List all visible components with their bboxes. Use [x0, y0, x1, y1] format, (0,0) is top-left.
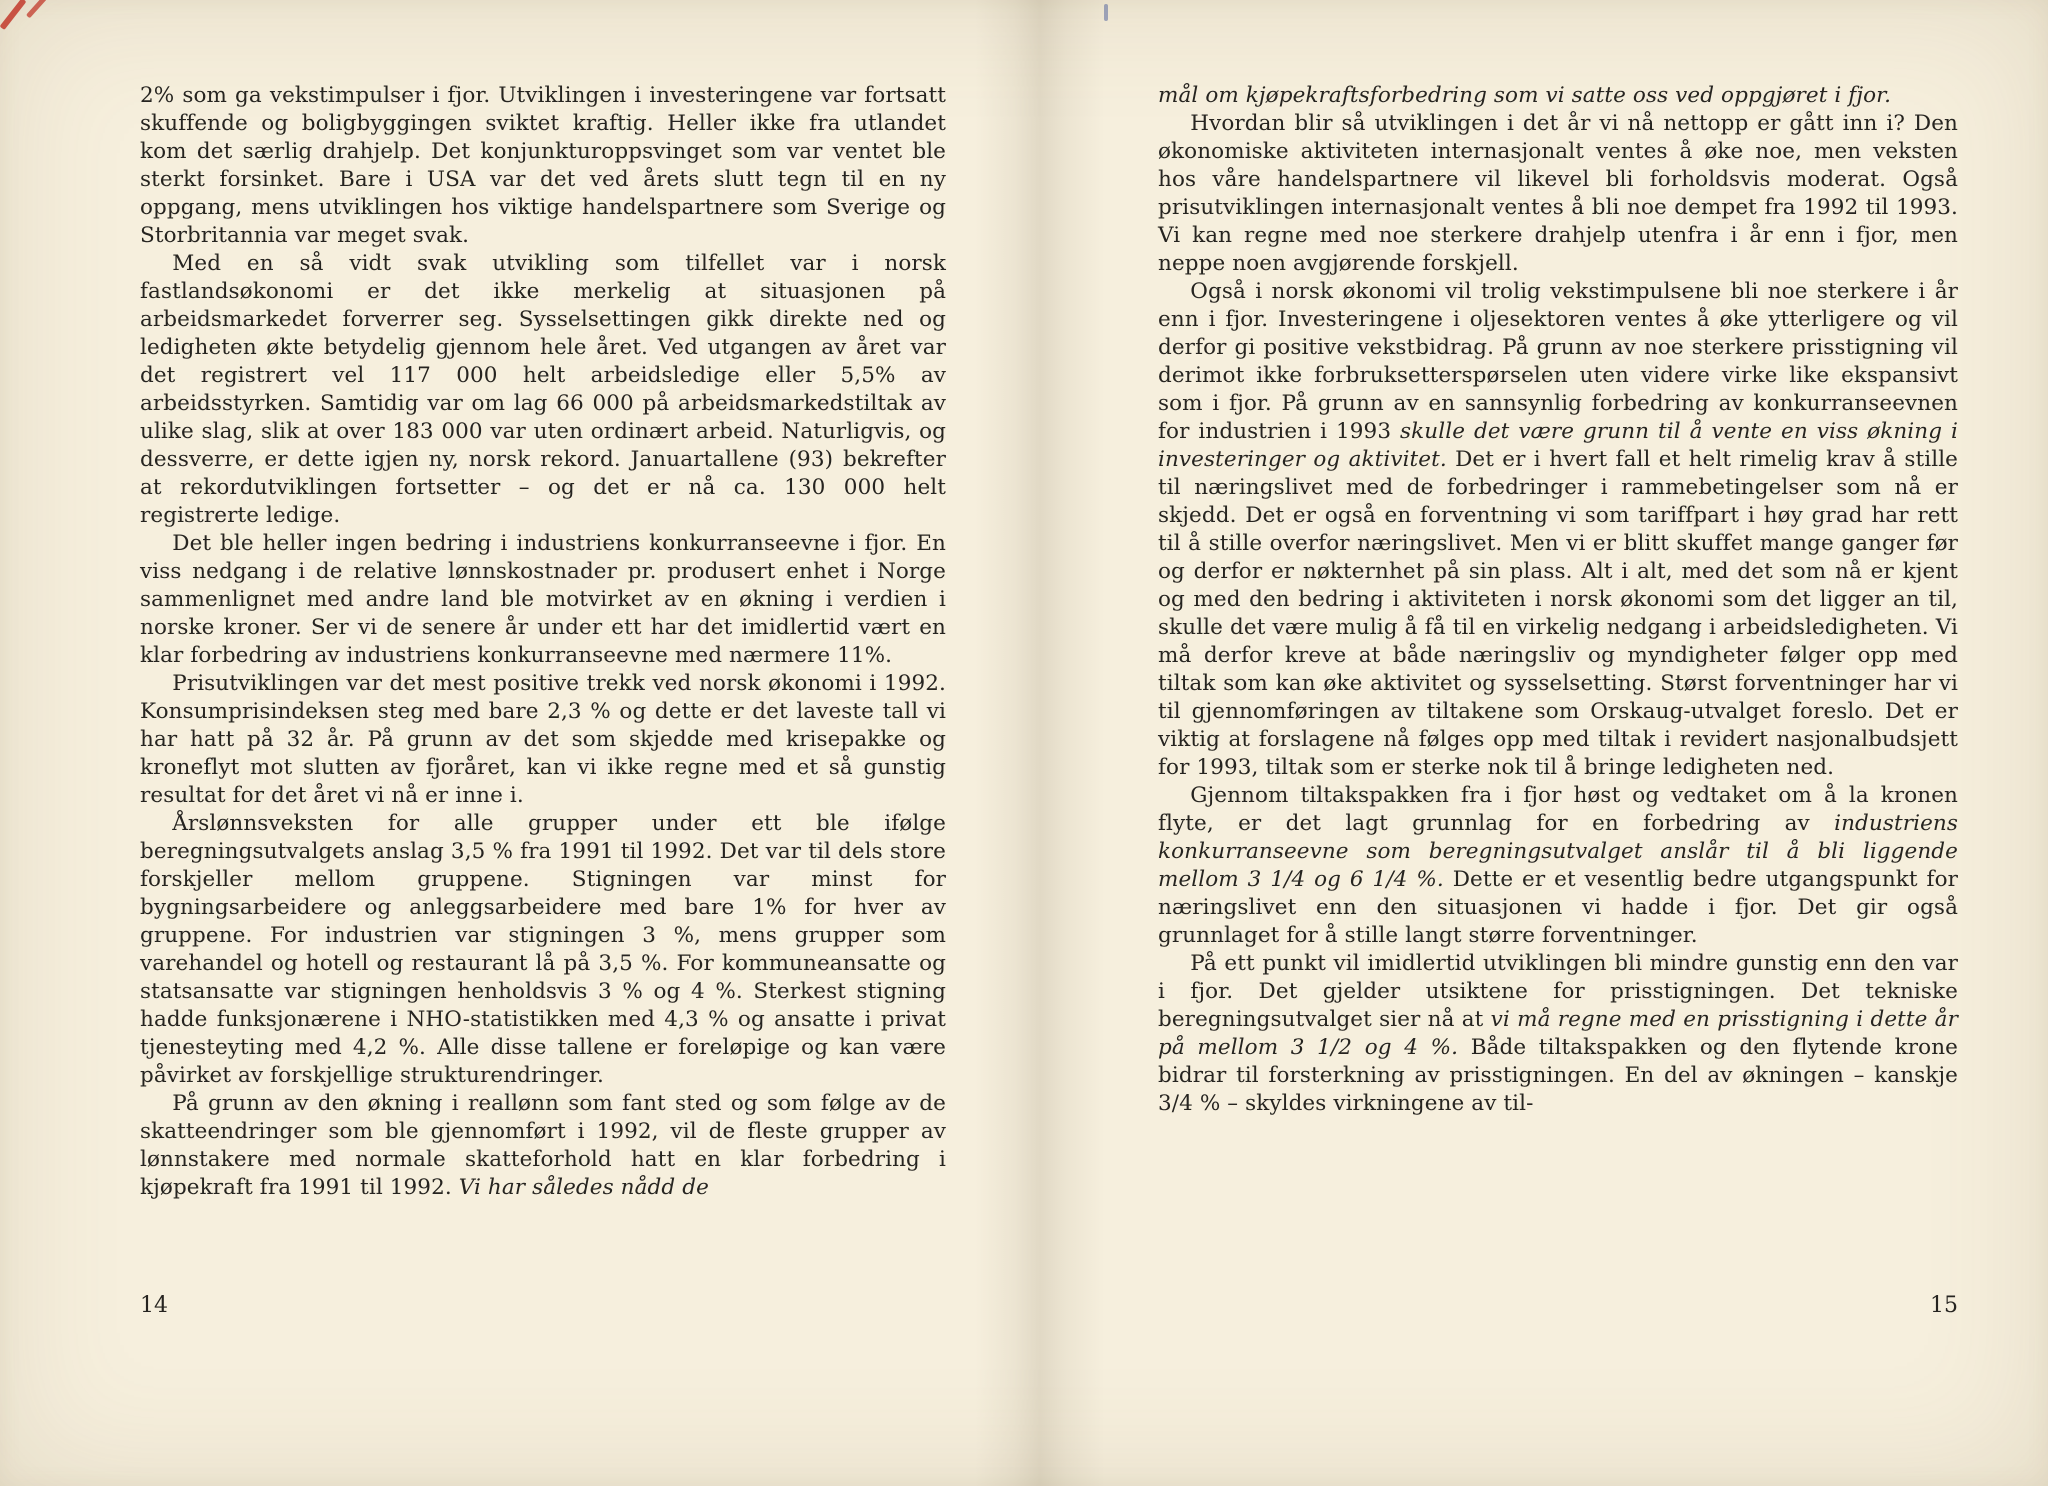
emphasized-text: Vi har således nådd de: [458, 1175, 709, 1200]
emphasized-text: vi må regne med en prisstigning i dette år på mellom 3 1/2 og 4 %.: [1158, 1007, 1958, 1060]
body-text: Også i norsk økonomi vil trolig vekstimpulsene bli noe sterkere i år enn i fjor. Investeringene i oljesektoren ventes å øke ytterligere og vil derfor gi positive vekstbidrag. På grunn av noe sterkere prisstigning vil derimot ikke forbruksetterspørselen uten videre virke like ekspansivt som i fjor. På grunn av en sannsynlig forbedring av konkurranseevnen for industrien i 1993: [1158, 279, 1958, 444]
emphasized-text: mål om kjøpekraftsforbedring som vi satte oss ved oppgjøret i fjor.: [1158, 83, 1892, 108]
paragraph: [1158, 950, 1958, 1118]
body-text: Det er i hvert fall et helt rimelig krav å stille til næringslivet med de forbedringer i rammebetingelser som nå er skjedd. Det er også en forventning vi som tariffpart i høy grad har rett til å stille overfor næringslivet. Men vi er blitt skuffet mange ganger før og derfor er nøkternhet på sin plass. Alt i alt, med det som nå er kjent og med den bedring i aktiviteten i norsk økonomi som det ligger an til, skulle det være mulig å få til en virkelig nedgang i arbeidsledigheten. Vi må derfor kreve at både næringsliv og myndigheter følger opp med tiltak som kan øke aktivitet og sysselsetting. Størst forventninger har vi til gjennomføringen av tiltakene som Orskaug-utvalget foreslo. Det er viktig at forslagene nå følges opp med tiltak i revidert nasjonalbudsjett for 1993, tiltak som er sterke nok til å bringe ledigheten ned.: [1158, 447, 1958, 780]
paragraph: [1158, 82, 1958, 110]
paragraph: [140, 1090, 946, 1202]
red-scan-mark: [0, 0, 26, 30]
body-text: På grunn av den økning i reallønn som fant sted og som følge av de skatteendringer som ble gjennomført i 1992, vil de fleste grupper av lønnstakere med normale skatteforhold hatt en klar forbedring i kjøpekraft fra 1991 til 1992.: [140, 1091, 946, 1200]
body-text: Det ble heller ingen bedring i industriens konkurranseevne i fjor. En viss nedgang i de relative lønnskostnader pr. produsert enhet i Norge sammenlignet med andre land ble motvirket av en økning i verdien i norske kroner. Ser vi de senere år under ett har det imidlertid vært en klar forbedring av industriens konkurranseevne med nærmere 11%.: [140, 531, 946, 668]
paragraph: [1158, 110, 1958, 278]
paragraph: [140, 670, 946, 810]
blue-scan-mark: [1104, 4, 1108, 21]
page-number-right: 15: [1930, 1293, 1958, 1318]
body-text: Prisutviklingen var det mest positive trekk ved norsk økonomi i 1992. Konsumprisindeksen steg med bare 2,3 % og dette er det laveste tall vi har hatt på 32 år. På grunn av det som skjedde med krisepakke og kroneflyt mot slutten av fjoråret, kan vi ikke regne med et så gunstig resultat for det året vi nå er inne i.: [140, 671, 946, 808]
paragraph: [140, 530, 946, 670]
body-text: Hvordan blir så utviklingen i det år vi nå nettopp er gått inn i? Den økonomiske aktiviteten internasjonalt ventes å øke noe, men veksten hos våre handelspartnere vil likevel bli forholdsvis moderat. Også prisutviklingen internasjonalt ventes å bli noe dempet fra 1992 til 1993. Vi kan regne med noe sterkere drahjelp utenfra i år enn i fjor, men neppe noen avgjørende forskjell.: [1158, 111, 1958, 276]
body-text: Både tiltakspakken og den flytende krone bidrar til forsterkning av prisstigningen. En del av økningen – kanskje 3/4 % – skyldes virkningene av til-: [1158, 1035, 1958, 1116]
paragraph: [140, 810, 946, 1090]
body-text: 2% som ga vekstimpulser i fjor. Utviklingen i investeringene var fortsatt skuffende og boligbyggingen sviktet kraftig. Heller ikke fra utlandet kom det særlig drahjelp. Det konjunkturoppsvinget som var ventet ble sterkt forsinket. Bare i USA var det ved årets slutt tegn til en ny oppgang, mens utviklingen hos viktige handelspartnere som Sverige og Storbritannia var meget svak.: [140, 83, 946, 248]
emphasized-text: skulle det være grunn til å vente en viss økning i investeringer og aktivitet.: [1158, 419, 1958, 472]
body-text: Med en så vidt svak utvikling som tilfellet var i norsk fastlandsøkonomi er det ikke merkelig at situasjonen på arbeidsmarkedet forverrer seg. Sysselsettingen gikk direkte ned og ledigheten økte betydelig gjennom hele året. Ved utgangen av året var det registrert vel 117 000 helt arbeidsledige eller 5,5% av arbeidsstyrken. Samtidig var om lag 66 000 på arbeidsmarkedstiltak av ulike slag, slik at over 183 000 var uten ordinært arbeid. Naturligvis, og dessverre, er dette igjen ny, norsk rekord. Januartallene (93) bekrefter at rekordutviklingen fortsetter – og det er nå ca. 130 000 helt registrerte ledige.: [140, 251, 946, 528]
paragraph: [140, 82, 946, 250]
red-scan-mark: [26, 0, 47, 18]
paragraph: [1158, 782, 1958, 950]
right-page-text: [1158, 82, 1958, 1118]
page-number-left: 14: [140, 1293, 168, 1318]
body-text: Gjennom tiltakspakken fra i fjor høst og vedtaket om å la kronen flyte, er det lagt grunnlag for en forbedring av: [1158, 783, 1958, 836]
body-text: Dette er et vesentlig bedre utgangspunkt for næringslivet enn den situasjonen vi hadde i fjor. Det gir også grunnlaget for å stille langt større forventninger.: [1158, 867, 1958, 948]
emphasized-text: industriens konkurranseevne som beregningsutvalget anslår til å bli liggende mellom 3 1/4 og 6 1/4 %.: [1158, 811, 1958, 892]
body-text: På ett punkt vil imidlertid utviklingen bli mindre gunstig enn den var i fjor. Det gjelder utsiktene for prisstigningen. Det tekniske beregningsutvalget sier nå at: [1158, 951, 1958, 1032]
paragraph: [140, 250, 946, 530]
gutter-shadow: [975, 0, 1105, 1486]
paragraph: [1158, 278, 1958, 782]
body-text: Årslønnsveksten for alle grupper under ett ble ifølge beregningsutvalgets anslag 3,5 % fra 1991 til 1992. Det var til dels store forskjeller mellom gruppene. Stigningen var minst for bygningsarbeidere og anleggsarbeidere med bare 1% for hver av gruppene. For industrien var stigningen 3 %, mens grupper som varehandel og hotell og restaurant lå på 3,5 %. For kommuneansatte og statsansatte var stigningen henholdsvis 3 % og 4 %. Sterkest stigning hadde funksjonærene i NHO-statistikken med 4,3 % og ansatte i privat tjenesteyting med 4,2 %. Alle disse tallene er foreløpige og kan være påvirket av forskjellige strukturendringer.: [140, 811, 946, 1088]
left-page-text: [140, 82, 946, 1202]
